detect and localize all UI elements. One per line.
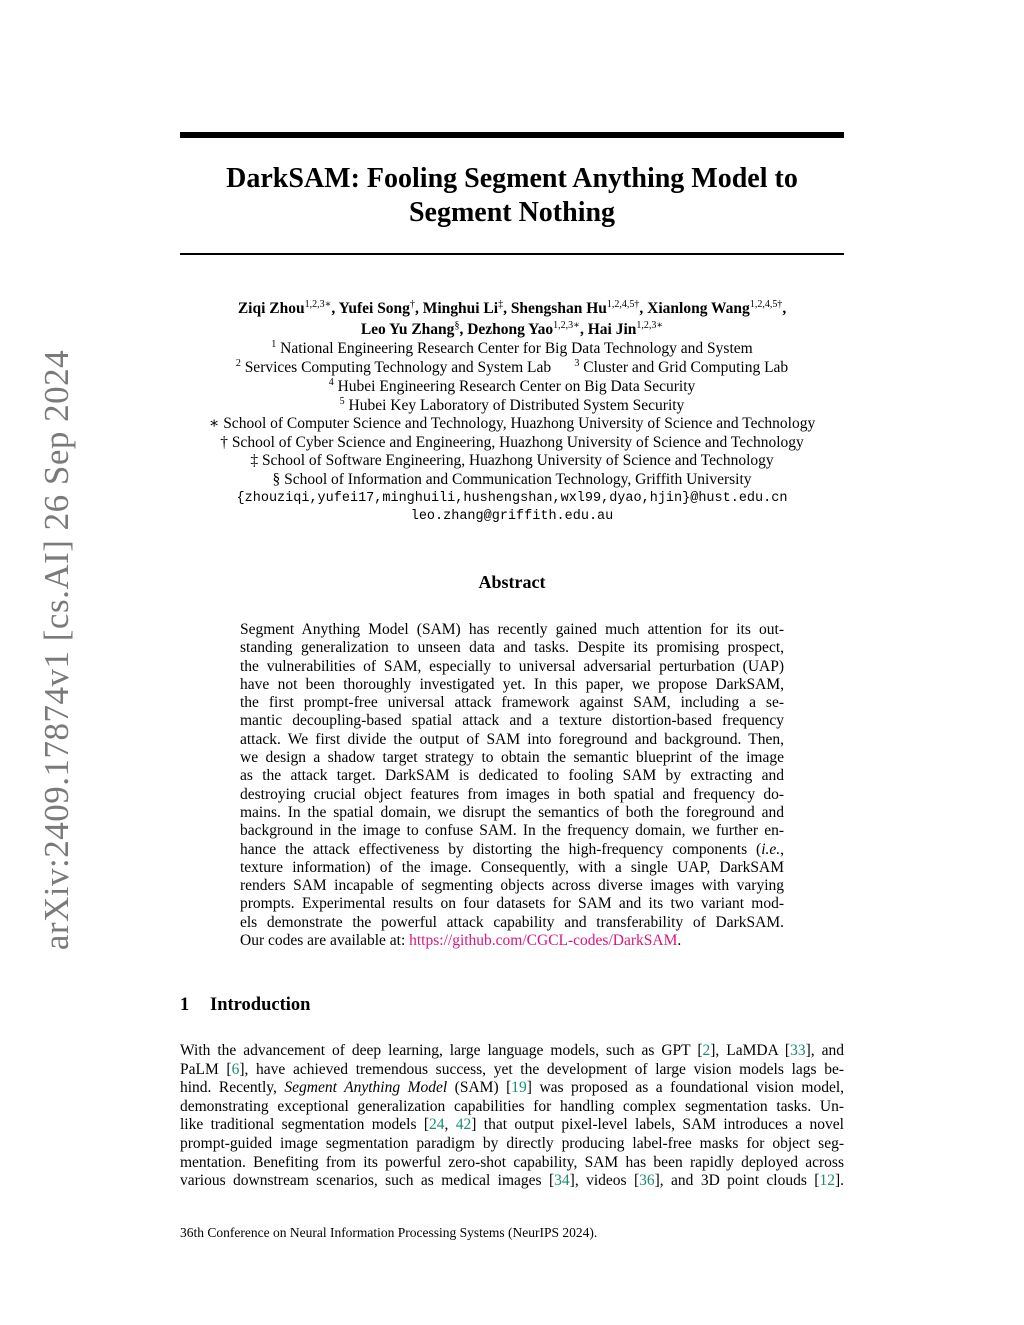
intro-text: (SAM) [ [447, 1079, 512, 1097]
abstract-line-ie [240, 841, 784, 859]
affiliation-text: Hubei Key Laboratory of Distributed System Security [348, 397, 685, 414]
author-name: Ziqi Zhou [237, 300, 305, 317]
intro-line [180, 1042, 844, 1061]
intro-line: demonstrating exceptional generalization capabilities for handling complex segmentation tasks. Un- [180, 1097, 844, 1115]
author-affil: 1,2,3∗ [553, 319, 580, 331]
abstract-line: the first prompt-free universal attack framework against SAM, including a se- [240, 694, 784, 712]
affiliation-dagger: † School of Cyber Science and Engineering, Huazhong University of Science and Technology [220, 434, 804, 451]
author-line-1: Ziqi Zhou$^{1,2,3∗}$, Yufei Song†, Minghui Li‡, Shengshan $Hu^{1,2,4,5\dagger}$, Xianlong Wang$^{1,2,4,5\dagger}$, [237, 298, 787, 317]
citation-link[interactable]: 34 [554, 1172, 570, 1190]
author-name: Yufei Song [338, 300, 410, 317]
intro-text: various downstream scenarios, such as medical images [ [180, 1172, 555, 1190]
abstract-line-text: , [780, 840, 784, 858]
citation-link[interactable]: 42 [455, 1116, 472, 1134]
abstract-line-text: hance the attack effectiveness by distorting the high-frequency components ( [240, 840, 762, 858]
intro-line: prompt-guided image segmentation paradigm by directly producing label-free masks for object seg- [180, 1134, 844, 1152]
affiliation-marker: 1 [271, 338, 277, 350]
citation-link[interactable]: 19 [511, 1079, 527, 1097]
citation-link[interactable]: 24 [429, 1116, 445, 1134]
author-name: Dezhong Yao [467, 321, 554, 338]
intro-text: ] that output pixel-level labels, SAM introduces a novel [471, 1116, 844, 1134]
title-top-rule [180, 132, 844, 138]
abstract-line: mains. In the spatial domain, we disrupt the semantics of both the foreground and [240, 803, 784, 821]
intro-text: ], LaMDA [ [710, 1042, 791, 1059]
abstract-body [240, 621, 784, 950]
abstract-line-codes [240, 932, 784, 950]
affiliation-marker: 3 [574, 357, 580, 369]
affiliation-marker: 4 [328, 376, 334, 388]
citation-link[interactable]: 12 [819, 1172, 835, 1190]
affiliation-star: ∗ School of Computer Science and Technology, Huazhong University of Science and Technology [208, 415, 816, 432]
email-griffith: leo.zhang@griffith.edu.au [410, 509, 614, 524]
author-name: Xianlong Wang [647, 300, 750, 317]
abstract-line: destroying crucial object features from images in both spatial and frequency do- [240, 785, 784, 803]
affiliation-1 [150, 340, 874, 359]
author-name: Shengshan Hu [510, 300, 607, 317]
author-affil: 1,2,4,5† [749, 298, 783, 310]
abstract-line: prompts. Experimental results on four datasets for SAM and its two variant mod- [240, 895, 784, 913]
author-list [150, 298, 874, 340]
title-line-2: Segment Nothing [408, 197, 616, 228]
citation-link[interactable]: 36 [639, 1172, 655, 1190]
abstract-line: Segment Anything Model (SAM) has recently gained much attention for its out- [240, 621, 784, 638]
author-affil: 1,2,3∗ [636, 319, 664, 331]
affiliation-ddagger: ‡ School of Software Engineering, Huazhong University of Science and Technology [250, 452, 774, 469]
arxiv-stamp: arXiv:2409.17874v1 [cs.AI] 26 Sep 2024 [37, 349, 76, 951]
intro-text: like traditional segmentation models [ [180, 1116, 429, 1134]
codes-suffix: . [677, 932, 682, 950]
abstract-line: as the attack target. DarkSAM is dedicated to fooling SAM by extracting and [240, 767, 784, 785]
intro-text: , [444, 1116, 456, 1134]
affiliation-4 [150, 378, 874, 397]
intro-line [180, 1172, 844, 1191]
github-link[interactable]: https://github.com/CGCL-codes/DarkSAM [409, 932, 678, 950]
intro-line: mentation. Benefiting from its powerful zero-shot capability, SAM has been rapidly deployed across [180, 1153, 844, 1171]
intro-text: ], have achieved tremendous success, yet the development of large vision models lags be- [239, 1060, 844, 1078]
author-affil: 1,2,3∗ [304, 298, 332, 310]
author-affil: 1,2,4,5† [606, 298, 640, 310]
abstract-line: texture information) of the image. Consequently, with a single UAP, DarkSAM [240, 858, 784, 876]
affiliation-text: Services Computing Technology and System Lab [244, 359, 552, 376]
author-name: Leo Yu Zhang [360, 321, 455, 338]
affiliation-marker: 2 [235, 357, 241, 369]
abstract-line: els demonstrate the powerful attack capability and transferability of DarkSAM. [240, 913, 784, 931]
intro-line [180, 1079, 844, 1098]
abstract-line: have not been thoroughly investigated yet. In this paper, we propose DarkSAM, [240, 675, 784, 693]
abstract-heading: Abstract [478, 572, 546, 592]
affiliation-marker: 5 [339, 395, 345, 407]
intro-text: ], and 3D point clouds [ [654, 1172, 820, 1190]
intro-line [180, 1061, 844, 1080]
codes-prefix: Our codes are available at: [240, 932, 410, 950]
affiliation-section: § School of Information and Communication Technology, Griffith University [272, 471, 752, 488]
section-title: Introduction [210, 995, 311, 1015]
citation-link[interactable]: 2 [702, 1042, 711, 1059]
abstract-line: background in the image to confuse SAM. In the frequency domain, we further en- [240, 822, 784, 840]
author-line-2: Leo Yu Zhang§, Dezhong Yao$^{1,2,3∗}$, Hai Jin$^{1,2,3∗}$ [360, 319, 664, 338]
abstract-line: mantic decoupling-based spatial attack and a texture distortion-based frequency [240, 712, 784, 730]
abstract-line: standing generalization to unseen data and tasks. Despite its promising prospect, [240, 639, 784, 657]
abstract-line: the vulnerabilities of SAM, especially to universal adversarial perturbation (UAP) [240, 657, 784, 675]
author-affil: † [409, 298, 415, 310]
paper-title [180, 162, 844, 230]
intro-text: ], and [805, 1042, 844, 1059]
author-name: Minghui Li [422, 300, 499, 317]
author-name: Hai Jin [587, 321, 637, 338]
intro-text: ] was proposed as a foundational vision model, [526, 1079, 845, 1097]
abstract-line: we design a shadow target strategy to obtain the semantic blueprint of the image [240, 749, 784, 767]
intro-paragraph [180, 1042, 844, 1191]
intro-text: With the advancement of deep learning, large language models, such as GPT [ [180, 1042, 703, 1059]
title-line-1: DarkSAM: Fooling Segment Anything Model to [226, 163, 798, 194]
intro-text: ], videos [ [569, 1172, 640, 1190]
affiliation-text: National Engineering Research Center for Big Data Technology and System [280, 340, 753, 357]
intro-text: PaLM [ [180, 1060, 232, 1078]
citation-link[interactable]: 6 [231, 1060, 240, 1078]
email-hust: {zhouziqi,yufei17,minghuili,hushengshan,wxl99,dyao,hjin}@hust.edu.cn [236, 491, 788, 506]
author-affil: ‡ [498, 298, 504, 310]
section-heading [180, 995, 310, 1016]
affiliation-text: Cluster and Grid Computing Lab [583, 359, 789, 376]
citation-link[interactable]: 33 [790, 1042, 806, 1059]
title-bottom-rule [180, 253, 844, 255]
abstract-line: attack. We first divide the output of SAM into foreground and background. Then, [240, 730, 784, 748]
abstract-line: renders SAM incapable of segmenting objects across diverse images with varying [240, 877, 784, 895]
conference-footnote: 36th Conference on Neural Information Processing Systems (NeurIPS 2024). [180, 1225, 598, 1240]
intro-line [180, 1116, 844, 1135]
affiliation-5 [150, 397, 874, 416]
intro-text: ]. [834, 1172, 844, 1190]
affiliation-text: Hubei Engineering Research Center on Big Data Security [337, 378, 696, 395]
section-number: 1 [180, 995, 190, 1015]
intro-text: hind. Recently, [180, 1079, 285, 1097]
ie-italic: i.e. [761, 840, 781, 858]
author-affil: § [454, 319, 460, 331]
affiliation-2-3 [150, 359, 874, 378]
sam-italic: Segment Anything Model [284, 1079, 448, 1097]
